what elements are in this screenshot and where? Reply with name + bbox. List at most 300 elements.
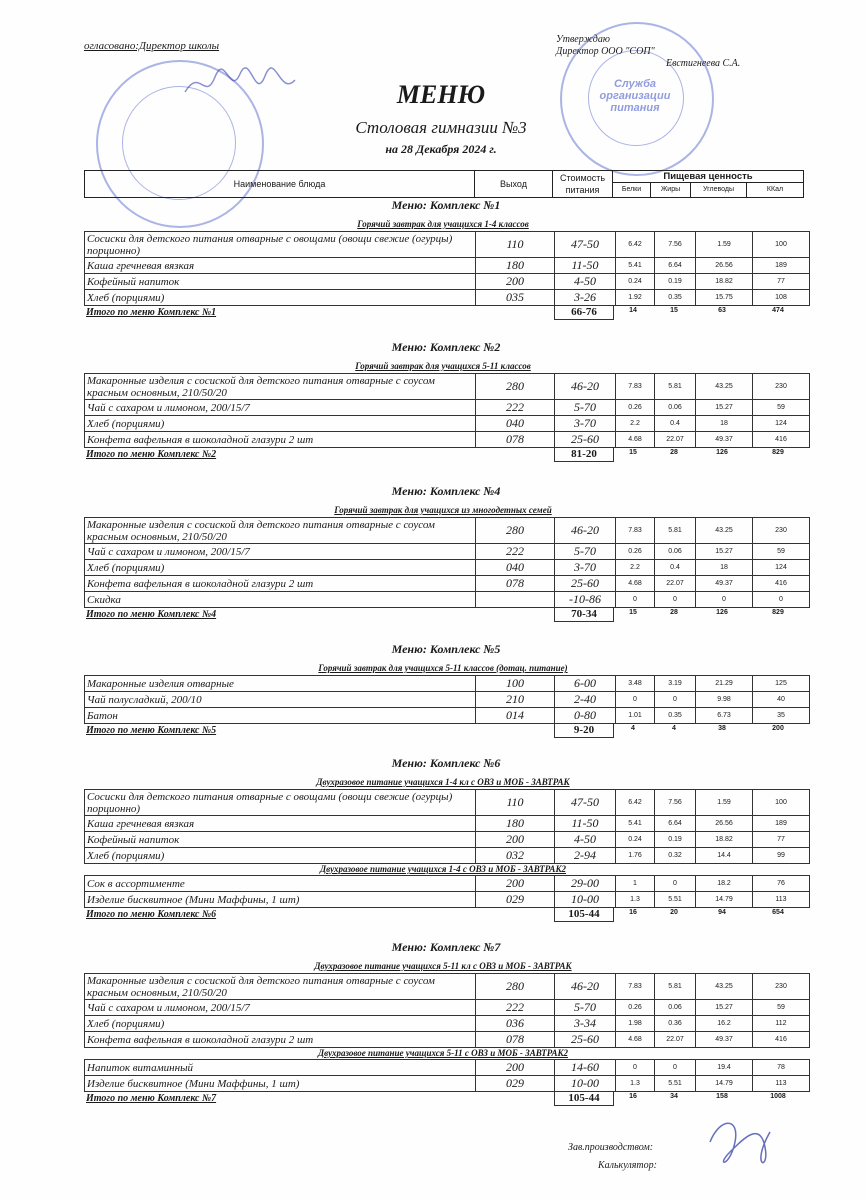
total-proteins: 16 [629,909,637,916]
dish-name: Хлеб (порциями) [85,848,476,864]
dish-kcal: 35 [753,708,810,724]
total-carbs: 158 [716,1093,728,1100]
dish-cost: 5-70 [555,1000,616,1016]
dish-carbs: 14.79 [696,892,753,908]
dish-kcal: 230 [753,374,810,400]
dish-carbs: 18.82 [696,274,753,290]
dish-fats: 6.64 [655,258,696,274]
dish-name: Макаронные изделия с сосиской для детского питания отварные с соусом красным основным, 210/50/20 [85,518,476,544]
section-total [84,608,802,622]
footer-production: Зав.производством: [568,1142,654,1153]
dish-output: 029 [476,892,555,908]
dish-name: Изделие бисквитное (Мини Маффины, 1 шт) [85,1076,476,1092]
dish-name: Сосиски для детского питания отварные с овощами (овощи свежие (огурцы) порционно) [85,232,476,258]
dish-name: Макаронные изделия с сосиской для детского питания отварные с соусом красным основным, 210/50/20 [85,974,476,1000]
dish-proteins: 0.26 [616,400,655,416]
section-total [84,724,802,738]
dish-proteins: 0 [616,692,655,708]
approval-right-director: Евстигнеева С.А. [666,58,741,69]
table-row [85,1060,810,1076]
dish-output: 036 [476,1016,555,1032]
table-row [85,1000,810,1016]
dish-kcal: 40 [753,692,810,708]
table-row [85,790,810,816]
menu-section [84,940,802,1106]
dish-output: 180 [476,816,555,832]
section-subtitle: Горячий завтрак для учащихся 5-11 классов (дотац. питание) [318,663,568,673]
dish-fats: 7.56 [655,790,696,816]
dish-table [84,517,810,608]
table-row [85,232,810,258]
dish-fats: 0.19 [655,274,696,290]
dish-table [84,973,810,1048]
table-row [85,400,810,416]
dish-proteins: 0.26 [616,1000,655,1016]
dish-cost: 2-94 [555,848,616,864]
dish-kcal: 77 [753,274,810,290]
dish-cost: 3-34 [555,1016,616,1032]
menu-section [84,484,802,622]
table-row [85,692,810,708]
dish-fats: 0 [655,692,696,708]
page-title: МЕНЮ [396,80,486,109]
dish-proteins: 0.24 [616,832,655,848]
dish-carbs: 43.25 [696,374,753,400]
total-fats: 20 [670,909,678,916]
dish-cost: 14-60 [555,1060,616,1076]
dish-fats: 0 [655,876,696,892]
header-carbs: Углеводы [691,183,747,197]
total-carbs: 63 [718,307,726,314]
dish-table [84,675,810,724]
table-row [85,832,810,848]
dish-proteins: 1.01 [616,708,655,724]
table-row [85,518,810,544]
dish-cost: 2-40 [555,692,616,708]
dish-name: Сок в ассортименте [85,876,476,892]
dish-carbs: 18 [696,560,753,576]
total-proteins: 14 [629,307,637,314]
dish-output: 200 [476,876,555,892]
dish-table [84,231,810,306]
dish-cost: 6-00 [555,676,616,692]
total-kcal: 200 [772,725,784,732]
dish-carbs: 18 [696,416,753,432]
total-fats: 28 [670,449,678,456]
dish-kcal: 99 [753,848,810,864]
dish-table [84,373,810,448]
dish-carbs: 43.25 [696,974,753,1000]
dish-output: 040 [476,416,555,432]
section-subtitle: Горячий завтрак для учащихся 5-11 классов [355,361,531,371]
dish-kcal: 100 [753,790,810,816]
dish-carbs: 43.25 [696,518,753,544]
dish-cost: 47-50 [555,232,616,258]
table-row [85,816,810,832]
dish-kcal: 416 [753,1032,810,1048]
signature-right-icon [700,1112,780,1172]
dish-name: Чай с сахаром и лимоном, 200/15/7 [85,544,476,560]
dish-fats: 22.07 [655,1032,696,1048]
dish-proteins: 1.92 [616,290,655,306]
total-kcal: 1008 [770,1093,786,1100]
dish-kcal: 125 [753,676,810,692]
table-row [85,1076,810,1092]
dish-carbs: 9.98 [696,692,753,708]
dish-fats: 0.06 [655,400,696,416]
page-subtitle: Столовая гимназии №3 [355,118,527,137]
table-row [85,274,810,290]
section-title: Меню: Комплекс №6 [391,756,501,770]
dish-proteins: 0 [616,1060,655,1076]
dish-name: Сосиски для детского питания отварные с овощами (овощи свежие (огурцы) порционно) [85,790,476,816]
dish-output: 200 [476,832,555,848]
total-label: Итого по меню Комплекс №5 [86,725,217,736]
dish-fats: 5.51 [655,1076,696,1092]
dish-table [84,789,810,864]
dish-output: 040 [476,560,555,576]
dish-proteins: 5.41 [616,816,655,832]
dish-kcal: 77 [753,832,810,848]
dish-output: 222 [476,544,555,560]
dish-carbs: 1.59 [696,232,753,258]
group-subtitle: Двухразовое питание учащихся 5-11 с ОВЗ и МОБ - ЗАВТРАК2 [317,1048,569,1058]
dish-carbs: 6.73 [696,708,753,724]
group-subtitle: Двухразовое питание учащихся 1-4 с ОВЗ и МОБ - ЗАВТРАК2 [319,864,567,874]
total-proteins: 15 [629,609,637,616]
total-label: Итого по меню Комплекс №4 [86,609,217,620]
dish-kcal: 112 [753,1016,810,1032]
dish-fats: 0.35 [655,290,696,306]
dish-output: 110 [476,790,555,816]
dish-name: Кофейный напиток [85,832,476,848]
dish-name: Хлеб (порциями) [85,290,476,306]
table-header [84,170,804,198]
menu-date: на 28 Декабря 2024 г. [385,142,497,156]
approval-right-line1: Утверждаю [556,34,610,45]
dish-output: 035 [476,290,555,306]
table-row [85,848,810,864]
dish-table [84,1059,810,1092]
dish-fats: 0.06 [655,1000,696,1016]
section-subtitle: Двухразовое питание учащихся 1-4 кл с ОВЗ и МОБ - ЗАВТРАК [316,777,570,787]
dish-name: Конфета вафельная в шоколадной глазури 2 шт [85,1032,476,1048]
dish-kcal: 113 [753,1076,810,1092]
dish-name: Каша гречневая вязкая [85,816,476,832]
dish-cost: 25-60 [555,1032,616,1048]
table-row [85,708,810,724]
dish-carbs: 14.4 [696,848,753,864]
dish-name: Хлеб (порциями) [85,416,476,432]
dish-proteins: 1.76 [616,848,655,864]
table-row [85,374,810,400]
header-cost: Стоимость питания [553,171,613,197]
total-fats: 15 [670,307,678,314]
total-fats: 28 [670,609,678,616]
approval-right [556,34,740,70]
total-fats: 34 [670,1093,678,1100]
dish-kcal: 189 [753,816,810,832]
dish-output: 200 [476,274,555,290]
section-subtitle: Горячий завтрак для учащихся 1-4 классов [357,219,529,229]
dish-proteins: 1.3 [616,892,655,908]
dish-fats: 0.35 [655,708,696,724]
dish-cost: 3-70 [555,560,616,576]
dish-name: Хлеб (порциями) [85,560,476,576]
dish-output: 110 [476,232,555,258]
dish-name: Конфета вафельная в шоколадной глазури 2 шт [85,576,476,592]
approval-left: огласовано:Директор школы [84,40,220,52]
dish-carbs: 16.2 [696,1016,753,1032]
section-subtitle: Горячий завтрак для учащихся из многодетных семей [334,505,552,515]
dish-output: 078 [476,432,555,448]
dish-carbs: 1.59 [696,790,753,816]
dish-name: Макаронные изделия с сосиской для детского питания отварные с соусом красным основным, 210/50/20 [85,374,476,400]
dish-fats: 0.06 [655,544,696,560]
total-cost: 66-76 [554,305,614,320]
dish-cost: 47-50 [555,790,616,816]
total-fats: 4 [672,725,676,732]
dish-name: Чай с сахаром и лимоном, 200/15/7 [85,400,476,416]
dish-table [84,875,810,908]
dish-proteins: 1.98 [616,1016,655,1032]
section-title: Меню: Комплекс №2 [391,340,501,354]
dish-proteins: 4.68 [616,432,655,448]
dish-carbs: 49.37 [696,1032,753,1048]
section-title: Меню: Комплекс №5 [391,642,501,656]
dish-cost: 46-20 [555,374,616,400]
menu-section [84,756,802,922]
menu-section [84,340,802,462]
section-title: Меню: Комплекс №4 [391,484,501,498]
dish-proteins: 7.83 [616,374,655,400]
dish-carbs: 18.82 [696,832,753,848]
total-label: Итого по меню Комплекс №7 [86,1093,217,1104]
dish-name: Напиток витаминный [85,1060,476,1076]
dish-cost: 10-00 [555,1076,616,1092]
section-title: Меню: Комплекс №1 [391,198,501,212]
dish-proteins: 0 [616,592,655,608]
dish-output: 014 [476,708,555,724]
table-row [85,290,810,306]
menu-section [84,642,802,738]
dish-carbs: 21.29 [696,676,753,692]
dish-carbs: 19.4 [696,1060,753,1076]
dish-cost: 5-70 [555,544,616,560]
total-cost: 9-20 [554,723,614,738]
dish-proteins: 4.68 [616,576,655,592]
header-proteins: Белки [613,183,651,197]
dish-fats: 0 [655,1060,696,1076]
table-row [85,592,810,608]
dish-fats: 7.56 [655,232,696,258]
dish-proteins: 1.3 [616,1076,655,1092]
dish-kcal: 59 [753,1000,810,1016]
table-row [85,974,810,1000]
dish-kcal: 230 [753,974,810,1000]
footer-calculator: Калькулятор: [598,1160,657,1171]
dish-kcal: 230 [753,518,810,544]
dish-carbs: 18.2 [696,876,753,892]
total-cost: 81-20 [554,447,614,462]
dish-carbs: 49.37 [696,576,753,592]
dish-carbs: 26.56 [696,258,753,274]
dish-cost: 0-80 [555,708,616,724]
table-row [85,544,810,560]
dish-name: Макаронные изделия отварные [85,676,476,692]
dish-output: 280 [476,518,555,544]
dish-fats: 0.19 [655,832,696,848]
dish-kcal: 416 [753,432,810,448]
dish-kcal: 100 [753,232,810,258]
table-row [85,1032,810,1048]
table-row [85,676,810,692]
dish-output: 222 [476,400,555,416]
total-kcal: 829 [772,609,784,616]
table-row [85,416,810,432]
table-row [85,892,810,908]
section-title: Меню: Комплекс №7 [391,940,501,954]
dish-name: Чай с сахаром и лимоном, 200/15/7 [85,1000,476,1016]
dish-carbs: 15.75 [696,290,753,306]
dish-fats: 0.4 [655,416,696,432]
dish-carbs: 15.27 [696,1000,753,1016]
dish-name: Батон [85,708,476,724]
dish-kcal: 189 [753,258,810,274]
dish-kcal: 108 [753,290,810,306]
total-cost: 70-34 [554,607,614,622]
dish-fats: 5.81 [655,518,696,544]
dish-output: 210 [476,692,555,708]
total-proteins: 4 [631,725,635,732]
total-cost: 105-44 [554,1091,614,1106]
table-row [85,1016,810,1032]
dish-carbs: 14.79 [696,1076,753,1092]
total-kcal: 654 [772,909,784,916]
dish-proteins: 3.48 [616,676,655,692]
dish-cost: 4-50 [555,832,616,848]
dish-output: 200 [476,1060,555,1076]
dish-output: 280 [476,974,555,1000]
dish-kcal: 416 [753,576,810,592]
dish-cost: 25-60 [555,576,616,592]
dish-kcal: 78 [753,1060,810,1076]
dish-kcal: 124 [753,416,810,432]
dish-name: Скидка [85,592,476,608]
dish-fats: 0.4 [655,560,696,576]
dish-proteins: 2.2 [616,560,655,576]
total-kcal: 474 [772,307,784,314]
dish-fats: 0.32 [655,848,696,864]
dish-cost: 5-70 [555,400,616,416]
dish-carbs: 15.27 [696,544,753,560]
dish-name: Изделие бисквитное (Мини Маффины, 1 шт) [85,892,476,908]
dish-kcal: 76 [753,876,810,892]
right-stamp-text: Служба организации питания [599,78,671,114]
section-subtitle: Двухразовое питание учащихся 5-11 кл с ОВЗ и МОБ - ЗАВТРАК [314,961,572,971]
section-total [84,306,802,320]
dish-output: 222 [476,1000,555,1016]
dish-name: Каша гречневая вязкая [85,258,476,274]
total-proteins: 15 [629,449,637,456]
dish-output: 078 [476,1032,555,1048]
section-total [84,448,802,462]
dish-cost: 4-50 [555,274,616,290]
dish-cost: -10-86 [555,592,616,608]
dish-output: 100 [476,676,555,692]
total-label: Итого по меню Комплекс №2 [86,449,217,460]
dish-fats: 5.81 [655,374,696,400]
dish-proteins: 0.24 [616,274,655,290]
section-total [84,1092,802,1106]
dish-kcal: 124 [753,560,810,576]
dish-proteins: 7.83 [616,974,655,1000]
menu-section [84,198,802,320]
table-row [85,560,810,576]
header-fats: Жиры [651,183,691,197]
dish-cost: 10-00 [555,892,616,908]
header-name: Наименование блюда [85,171,475,197]
dish-cost: 3-26 [555,290,616,306]
header-kcal: ККал [766,186,784,193]
dish-name: Кофейный напиток [85,274,476,290]
dish-carbs: 15.27 [696,400,753,416]
dish-fats: 3.19 [655,676,696,692]
approval-right-line2: Директор ООО "СОП" [556,46,655,57]
dish-output: 180 [476,258,555,274]
dish-carbs: 49.37 [696,432,753,448]
dish-output: 029 [476,1076,555,1092]
dish-kcal: 59 [753,544,810,560]
dish-kcal: 113 [753,892,810,908]
dish-cost: 11-50 [555,816,616,832]
dish-carbs: 0 [696,592,753,608]
dish-cost: 25-60 [555,432,616,448]
total-carbs: 126 [716,449,728,456]
dish-fats: 6.64 [655,816,696,832]
total-carbs: 126 [716,609,728,616]
dish-fats: 0.36 [655,1016,696,1032]
dish-proteins: 6.42 [616,790,655,816]
total-proteins: 16 [629,1093,637,1100]
total-kcal: 829 [772,449,784,456]
dish-cost: 29-00 [555,876,616,892]
dish-fats: 5.51 [655,892,696,908]
dish-output: 078 [476,576,555,592]
dish-output: 280 [476,374,555,400]
table-row [85,576,810,592]
dish-proteins: 5.41 [616,258,655,274]
dish-proteins: 0.26 [616,544,655,560]
dish-carbs: 26.56 [696,816,753,832]
dish-name: Конфета вафельная в шоколадной глазури 2 шт [85,432,476,448]
dish-cost: 46-20 [555,974,616,1000]
dish-name: Хлеб (порциями) [85,1016,476,1032]
total-label: Итого по меню Комплекс №1 [86,307,217,318]
dish-kcal: 0 [753,592,810,608]
dish-output: 032 [476,848,555,864]
dish-proteins: 4.68 [616,1032,655,1048]
total-label: Итого по меню Комплекс №6 [86,909,217,920]
dish-fats: 22.07 [655,576,696,592]
total-carbs: 38 [718,725,726,732]
total-cost: 105-44 [554,907,614,922]
header-output: Выход [475,171,553,197]
dish-cost: 46-20 [555,518,616,544]
total-carbs: 94 [718,909,726,916]
dish-name: Чай полусладкий, 200/10 [85,692,476,708]
dish-proteins: 6.42 [616,232,655,258]
